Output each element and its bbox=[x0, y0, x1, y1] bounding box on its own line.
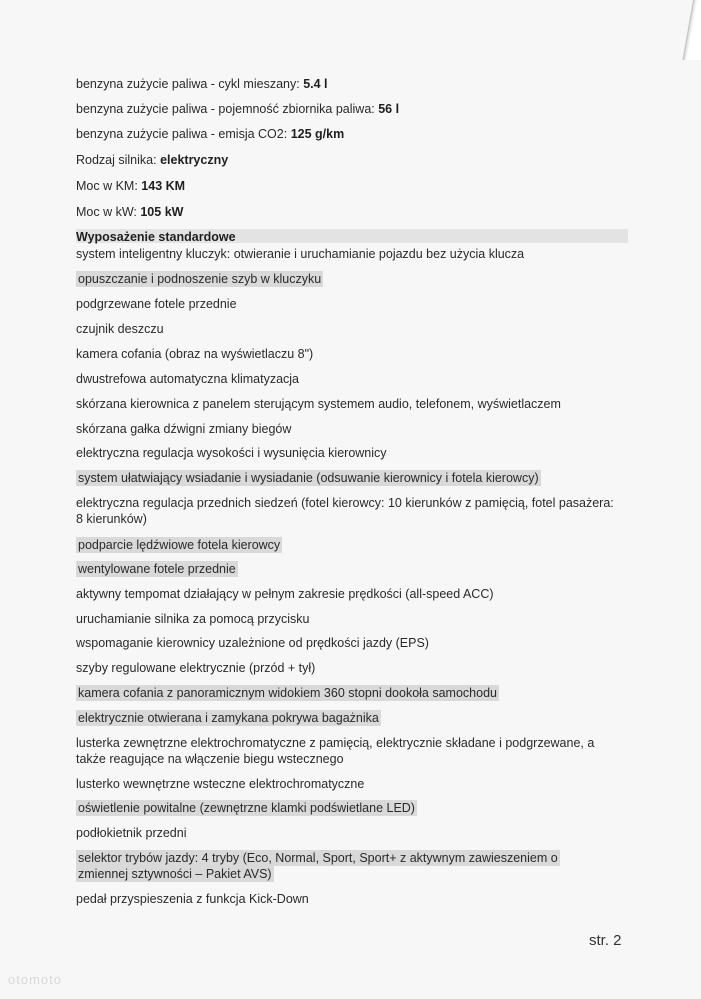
list-item: kamera cofania (obraz na wyświetlaczu 8") bbox=[76, 347, 314, 361]
list-item bbox=[76, 561, 238, 577]
list-item: pedał przyspieszenia z funkcja Kick-Down bbox=[76, 892, 309, 906]
list-item bbox=[76, 271, 323, 287]
page-corner-fold bbox=[677, 0, 701, 60]
list-item bbox=[76, 710, 381, 726]
list-item: podgrzewane fotele przednie bbox=[76, 297, 237, 311]
spec-label: benzyna zużycie paliwa - pojemność zbiornika paliwa: bbox=[76, 102, 379, 116]
spec-label: benzyna zużycie paliwa - cykl mieszany: bbox=[76, 77, 304, 91]
spec-line-power-kw bbox=[76, 204, 183, 220]
spec-value: 143 KM bbox=[141, 179, 186, 193]
spec-line-co2 bbox=[76, 126, 344, 142]
spec-value: 5.4 l bbox=[303, 77, 328, 91]
list-item bbox=[76, 685, 499, 701]
list-item bbox=[76, 470, 541, 486]
watermark-logo: otomoto bbox=[8, 972, 62, 987]
list-item: skórzana gałka dźwigni zmiany biegów bbox=[76, 422, 292, 436]
spec-line-power-km bbox=[76, 178, 185, 194]
spec-line-fuel-combined bbox=[76, 76, 328, 92]
list-item: wspomaganie kierownicy uzależnione od prędkości jazdy (EPS) bbox=[76, 636, 429, 650]
spec-value: 105 kW bbox=[140, 205, 184, 219]
page-number: str. 2 bbox=[589, 932, 622, 949]
section-title: Wyposażenie standardowe bbox=[76, 230, 236, 244]
list-item bbox=[76, 800, 417, 816]
list-item: uruchamianie silnika za pomocą przycisku bbox=[76, 612, 310, 626]
list-item: aktywny tempomat działający w pełnym zakresie prędkości (all-speed ACC) bbox=[76, 587, 494, 601]
list-item bbox=[76, 850, 596, 882]
highlighted-text: system ułatwiający wsiadanie i wysiadanie (odsuwanie kierownicy i fotela kierowcy) bbox=[78, 471, 539, 485]
highlighted-text: oświetlenie powitalne (zewnętrzne klamki podświetlane LED) bbox=[78, 801, 415, 815]
list-item: system inteligentny kluczyk: otwieranie i uruchamianie pojazdu bez użycia klucza bbox=[76, 247, 525, 261]
list-item: lusterko wewnętrzne wsteczne elektrochromatyczne bbox=[76, 777, 365, 791]
list-item: podłokietnik przedni bbox=[76, 826, 187, 840]
spec-label: Moc w kW: bbox=[76, 205, 141, 219]
spec-label: Moc w KM: bbox=[76, 179, 142, 193]
highlighted-text: opuszczanie i podnoszenie szyb w kluczyku bbox=[78, 272, 322, 286]
spec-value: 56 l bbox=[378, 102, 400, 116]
list-item: szyby regulowane elektrycznie (przód + tył) bbox=[76, 661, 316, 675]
list-item: skórzana kierownica z panelem sterującym systemem audio, telefonem, wyświetlaczem bbox=[76, 397, 561, 411]
list-item: elektryczna regulacja wysokości i wysunięcia kierownicy bbox=[76, 446, 387, 460]
highlighted-text: selektor trybów jazdy: 4 tryby (Eco, Normal, Sport, Sport+ z aktywnym zawieszeniem o zmiennej sztywności – Pakiet AVS) bbox=[78, 851, 558, 881]
highlighted-text: wentylowane fotele przednie bbox=[78, 562, 236, 576]
highlighted-text: kamera cofania z panoramicznym widokiem 360 stopni dookoła samochodu bbox=[78, 686, 497, 700]
spec-line-engine-type bbox=[76, 152, 228, 168]
spec-label: benzyna zużycie paliwa - emisja CO2: bbox=[76, 127, 291, 141]
spec-value: 125 g/km bbox=[290, 127, 345, 141]
highlighted-text: elektrycznie otwierana i zamykana pokrywa bagażnika bbox=[78, 711, 379, 725]
list-item: elektryczna regulacja przednich siedzeń (fotel kierowcy: 10 kierunków z pamięcią, fotel pasażera: 8 kierunków) bbox=[76, 496, 614, 526]
spec-label: Rodzaj silnika: bbox=[76, 153, 161, 167]
highlighted-text: podparcie lędźwiowe fotela kierowcy bbox=[78, 538, 281, 552]
spec-value: elektryczny bbox=[160, 153, 229, 167]
list-item: czujnik deszczu bbox=[76, 322, 164, 336]
list-item bbox=[76, 537, 282, 553]
list-item: lusterka zewnętrzne elektrochromatyczne z pamięcią, elektrycznie składane i podgrzewane, a także reagujące na włączenie biegu wstecznego bbox=[76, 736, 595, 766]
list-item: dwustrefowa automatyczna klimatyzacja bbox=[76, 372, 300, 386]
spec-line-tank-capacity bbox=[76, 101, 399, 117]
